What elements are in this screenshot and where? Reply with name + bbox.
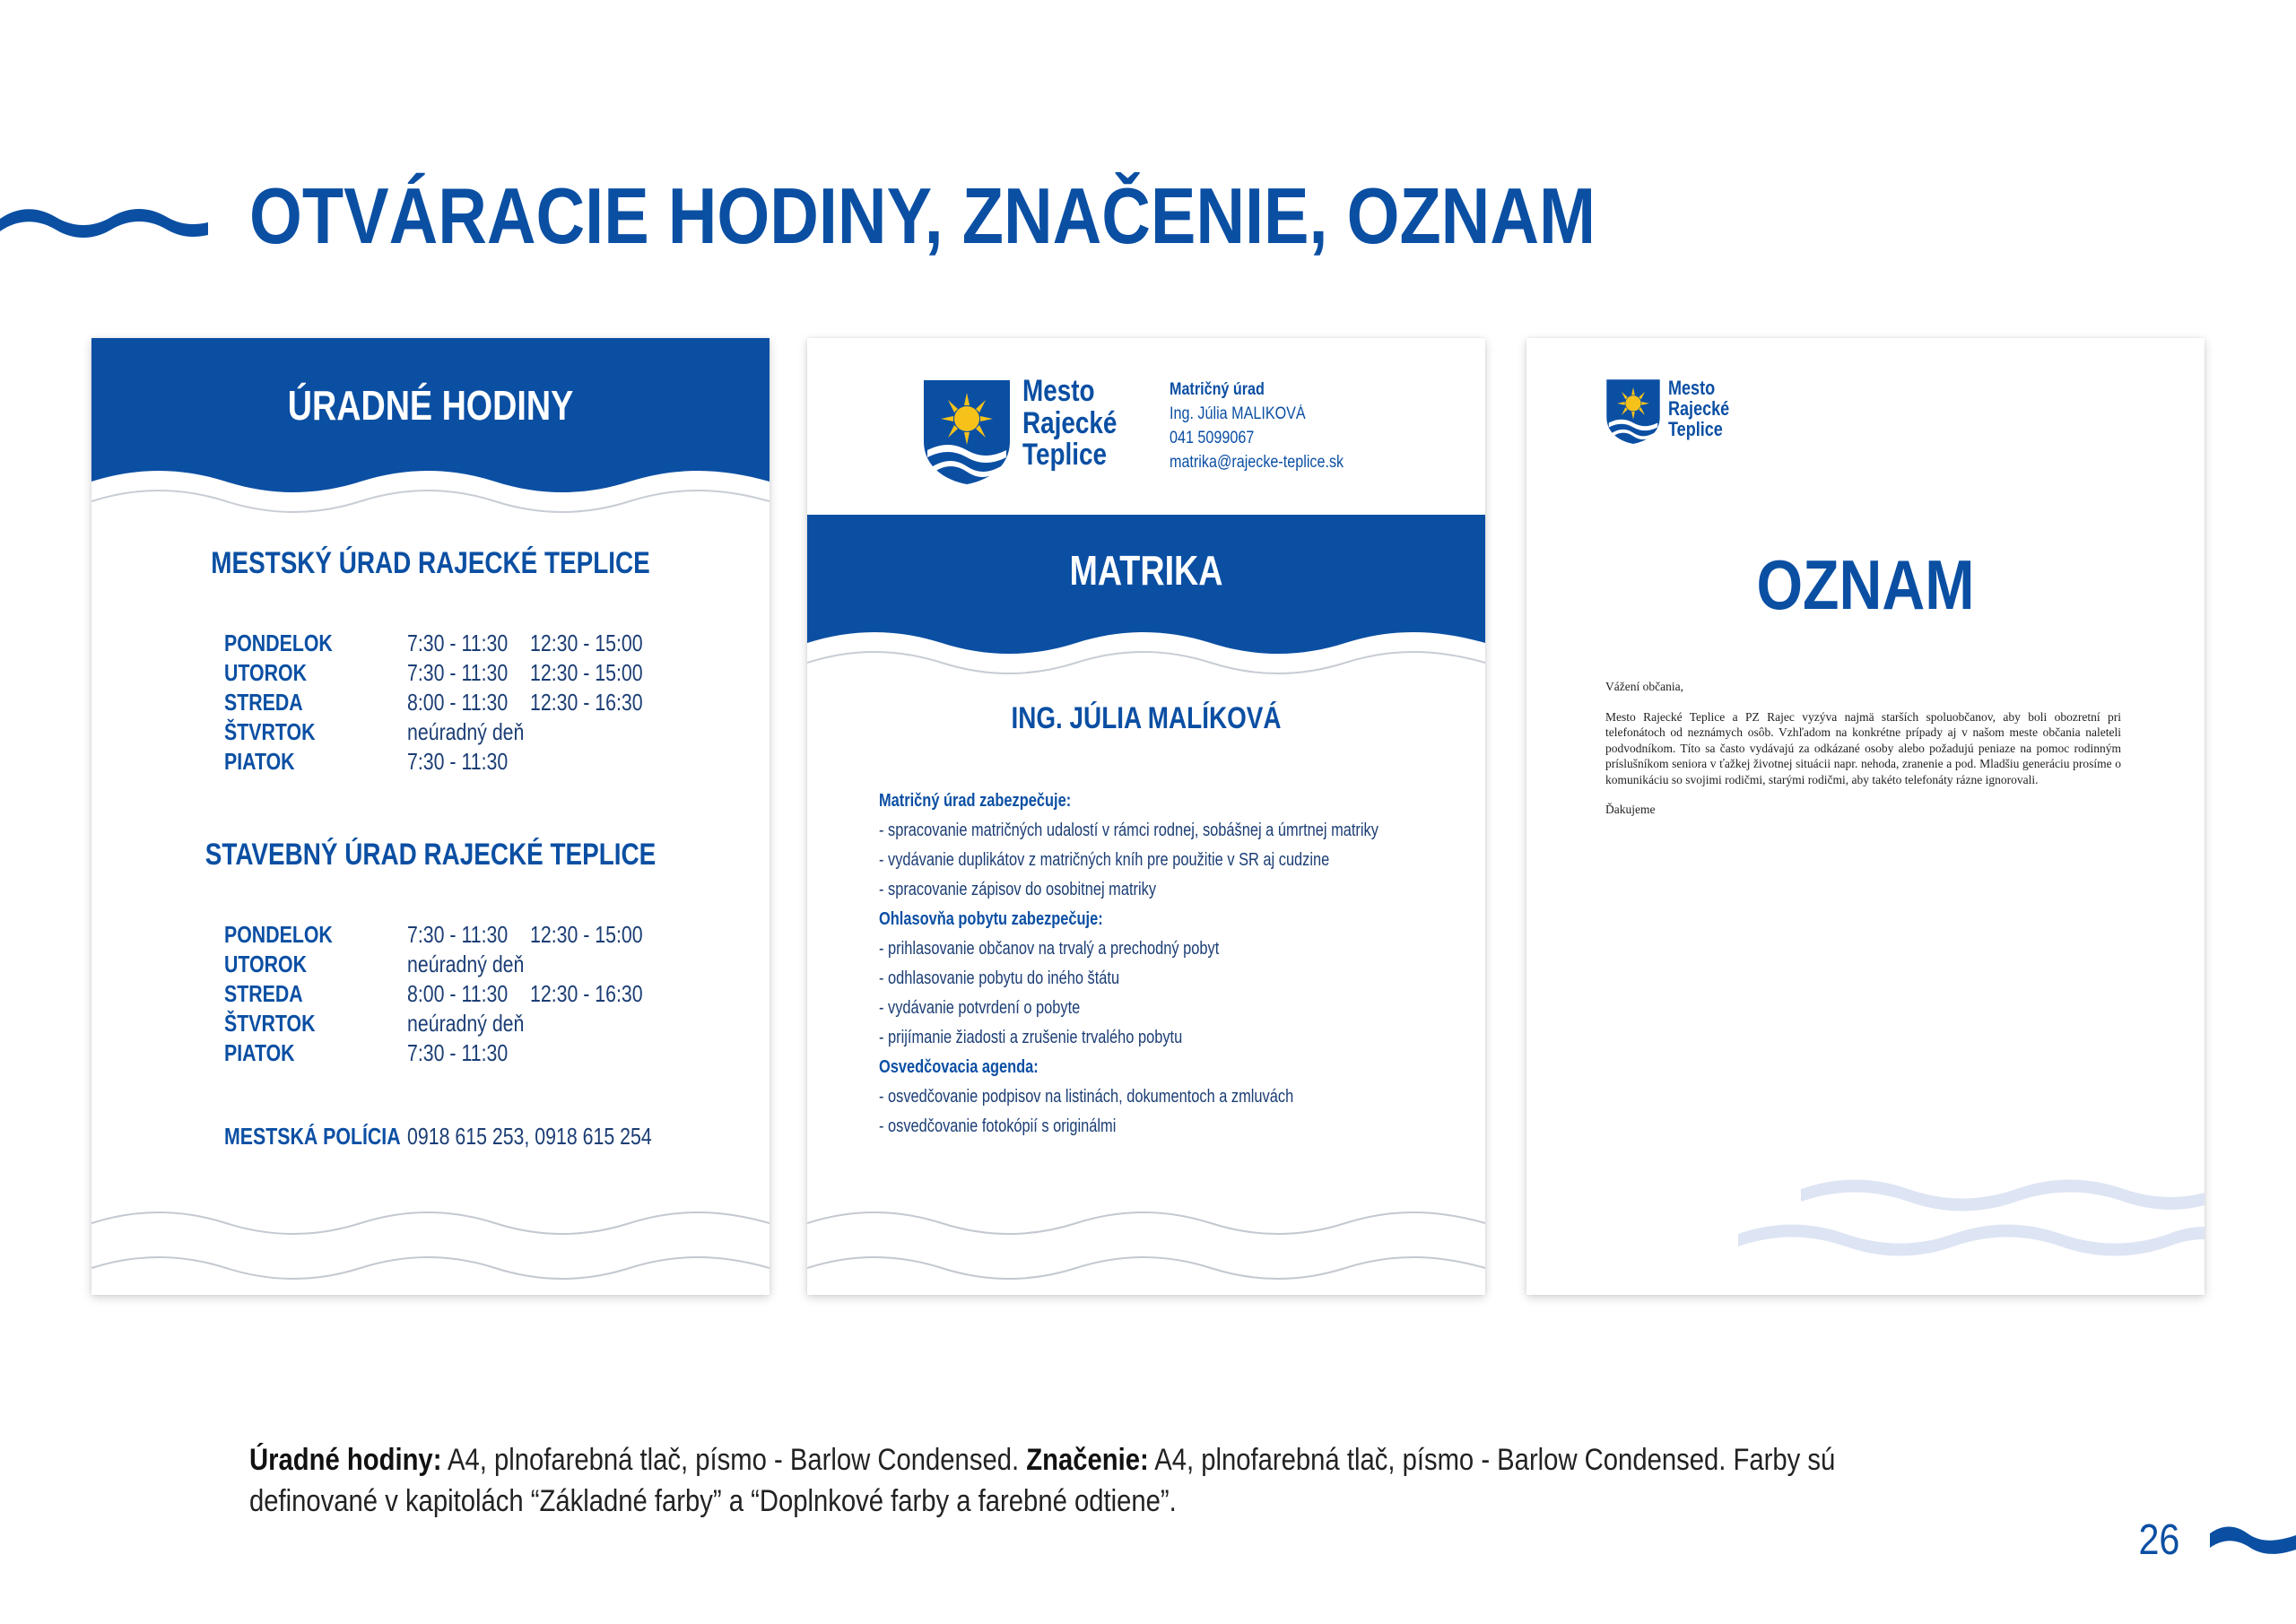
schedule-row: PONDELOK 7:30 - 11:30 12:30 - 15:00 (224, 630, 643, 656)
town-logo-text: Mesto Rajecké Teplice (1022, 374, 1118, 473)
hours-band-wave (91, 464, 770, 517)
notice-closing: Ďakujeme (1605, 803, 1656, 816)
page-number: 26 (2138, 1516, 2179, 1564)
police-phones: 0918 615 253, 0918 615 254 (407, 1123, 652, 1150)
schedule-row: ŠTVRTOK neúradný deň (224, 1010, 525, 1037)
contact-email: matrika@rajecke-teplice.sk (1170, 453, 1344, 472)
hours-bottom-waves (91, 1169, 770, 1295)
schedule-row: STREDA 8:00 - 11:30 12:30 - 16:30 (224, 980, 643, 1007)
notice-wave-decoration (1738, 1169, 2205, 1268)
schedule-row: PIATOK 7:30 - 11:30 (224, 748, 509, 775)
schedule-row: PIATOK 7:30 - 11:30 (224, 1039, 509, 1066)
figure-caption: Úradné hodiny: A4, plnofarebná tlač, písmo - Barlow Condensed. Značenie: A4, plnofarebná tlač, písmo - Barlow Condensed. Farby sú definované v kapitolách “Základné farby” a “Doplnkové farby a farebné odtiene”. (249, 1443, 1836, 1518)
registry-band-wave (807, 625, 1485, 679)
duty-item: - osvedčovanie fotokópií s originálmi (879, 1116, 1117, 1136)
notice-greeting: Vážení občania, (1605, 680, 1683, 693)
office-hours-card (91, 338, 770, 1295)
schedule-row: UTOROK neúradný deň (224, 951, 525, 977)
registry-bottom-waves (807, 1169, 1485, 1295)
duty-item: - vydávanie duplikátov z matričných kníh pre použitie v SR aj cudzine (879, 850, 1330, 870)
duty-item: - vydávanie potvrdení o pobyte (879, 998, 1081, 1018)
duty-item: - osvedčovanie podpisov na listinách, dokumentoch a zmluvách (879, 1087, 1294, 1107)
town-logo-text: Mesto Rajecké Teplice (1668, 377, 1730, 441)
contact-phone: 041 5099067 (1170, 429, 1255, 447)
duties-heading: Osvedčovacia agenda: (879, 1057, 1039, 1077)
registrar-name: ING. JÚLIA MALÍKOVÁ (1011, 701, 1282, 735)
title-wave-decoration (0, 199, 208, 249)
building-office-heading: STAVEBNÝ ÚRAD RAJECKÉ TEPLICE (204, 838, 657, 872)
notice-text: Mesto Rajecké Teplice a PZ Rajec vyzýva najmä starších spoluobčanov, aby boli obozretní pri telefonátoch od neznámych osôb. Vzhľadom na konkrétne prípady aj v našom meste občania naleteli podvodníkom. Títo sa často vydávajú za odkázané osoby alebo požadujú peniaze na pomoc rodinným príslušníkom seniora v ťažkej životnej situácii napr. nehoda, zranenie a pod. Mladšiu generáciu prosíme o komunikáciu so svojimi rodičmi, starými rodičmi, aby takéto telefonáty rázne ignorovali. (1605, 709, 2121, 786)
registry-title: MATRIKA (1069, 547, 1223, 594)
duty-item: - prihlasovanie občanov na trvalý a prechodný pobyt (879, 939, 1220, 959)
town-crest-icon (922, 378, 1012, 484)
schedule-row: PONDELOK 7:30 - 11:30 12:30 - 15:00 (224, 921, 643, 948)
contact-office: Matričný úrad (1170, 380, 1265, 399)
registry-contact (1170, 378, 1374, 474)
corner-wave-decoration (2210, 1519, 2296, 1560)
schedule-row: ŠTVRTOK neúradný deň (224, 718, 525, 745)
schedule-row: STREDA 8:00 - 11:30 12:30 - 16:30 (224, 689, 643, 716)
duty-item: - prijímanie žiadosti a zrušenie trvalého pobytu (879, 1028, 1183, 1047)
contact-name: Ing. Júlia MALIKOVÁ (1170, 404, 1306, 423)
schedule-row: UTOROK 7:30 - 11:30 12:30 - 15:00 (224, 659, 643, 686)
notice-body (1605, 679, 2121, 832)
municipal-office-heading: MESTSKÝ ÚRAD RAJECKÉ TEPLICE (211, 546, 650, 580)
registry-duties-list (879, 786, 1453, 1142)
duty-item: - spracovanie matričných udalostí v rámci rodnej, sobášnej a úmrtnej matriky (879, 821, 1378, 840)
police-contact (224, 1123, 762, 1152)
notice-card (1526, 338, 2205, 1295)
duty-item: - odhlasovanie pobytu do iného štátu (879, 968, 1120, 988)
police-label: MESTSKÁ POLÍCIA (224, 1123, 401, 1150)
page-title: OTVÁRACIE HODINY, ZNAČENIE, OZNAM (249, 171, 1596, 260)
duties-heading: Matričný úrad zabezpečuje: (879, 791, 1072, 811)
hours-title: ÚRADNÉ HODINY (287, 382, 574, 429)
duty-item: - spracovanie zápisov do osobitnej matriky (879, 880, 1157, 899)
duties-heading: Ohlasovňa pobytu zabezpečuje: (879, 909, 1103, 929)
notice-title: OZNAM (1756, 545, 1975, 624)
registry-card (807, 338, 1485, 1295)
town-crest-icon (1605, 378, 1661, 444)
